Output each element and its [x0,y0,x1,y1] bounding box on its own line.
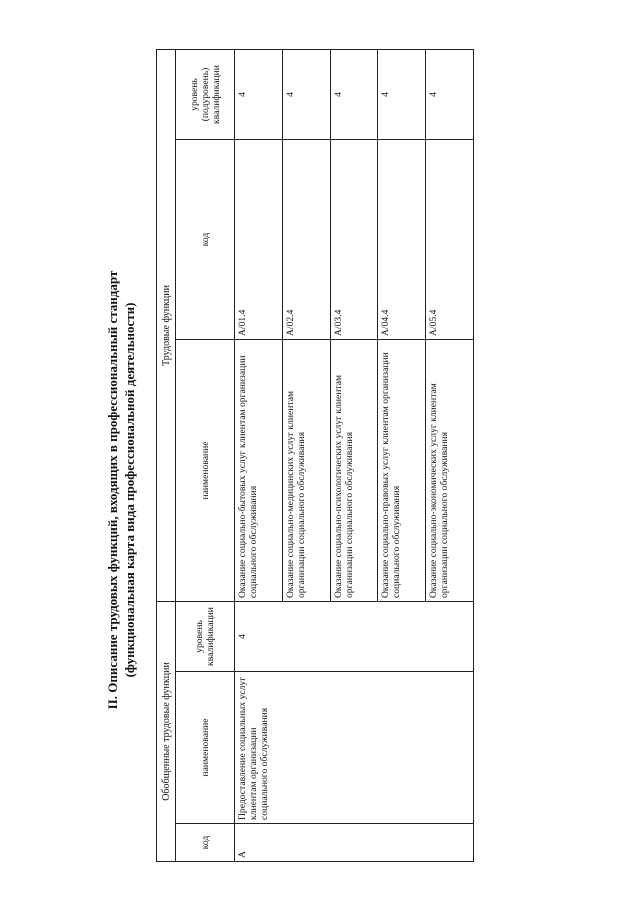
labor-function-name: Оказание социально-правовых услуг клиентам организации социального обслуживания [378,340,426,602]
header-code: код [176,824,235,862]
labor-function-code: A/02.4 [282,140,330,340]
title-line-2: (функциональная карта вида профессиональной деятельности) [122,302,137,678]
title-line-1: II. Описание трудовых функций, входящих в профессиональный стандарт [105,270,120,710]
section-title [104,170,138,810]
header-tf-level: уровень (подуровень) квалификации [176,50,235,140]
functional-map-table [156,49,474,862]
labor-function-code: A/04.4 [378,140,426,340]
labor-function-code: A/03.4 [330,140,378,340]
table-row [235,50,283,862]
header-name: наименование [176,672,235,824]
generalized-function-code: А [235,824,474,862]
labor-function-name: Оказание социально-бытовых услуг клиентам организации социального обслуживания [235,340,283,602]
column-header-row [176,50,235,862]
group-header-row [157,50,176,862]
labor-function-code: A/05.4 [426,140,474,340]
generalized-function-level: 4 [235,602,474,672]
labor-function-name: Оказание социально-психологических услуг клиентам организации социального обслуживания [330,340,378,602]
labor-function-level: 4 [235,50,283,140]
generalized-function-name: Предоставление социальных услуг клиентам организации социального обслуживания [235,672,474,824]
labor-function-level: 4 [378,50,426,140]
header-tf-code: код [176,140,235,340]
labor-function-level: 4 [426,50,474,140]
header-level: уровень квалификации [176,602,235,672]
header-tf-name: наименование [176,340,235,602]
labor-function-level: 4 [282,50,330,140]
labor-function-code: A/01.4 [235,140,283,340]
labor-function-level: 4 [330,50,378,140]
group-labor-functions: Трудовые функции [157,50,176,602]
rotated-page [8,65,608,870]
labor-function-name: Оказание социально-экономических услуг клиентам организации социального обслуживания [426,340,474,602]
labor-function-name: Оказание социально-медицинских услуг клиентам организации социального обслуживания [282,340,330,602]
group-generalized-functions: Обобщенные трудовые функции [157,602,176,862]
